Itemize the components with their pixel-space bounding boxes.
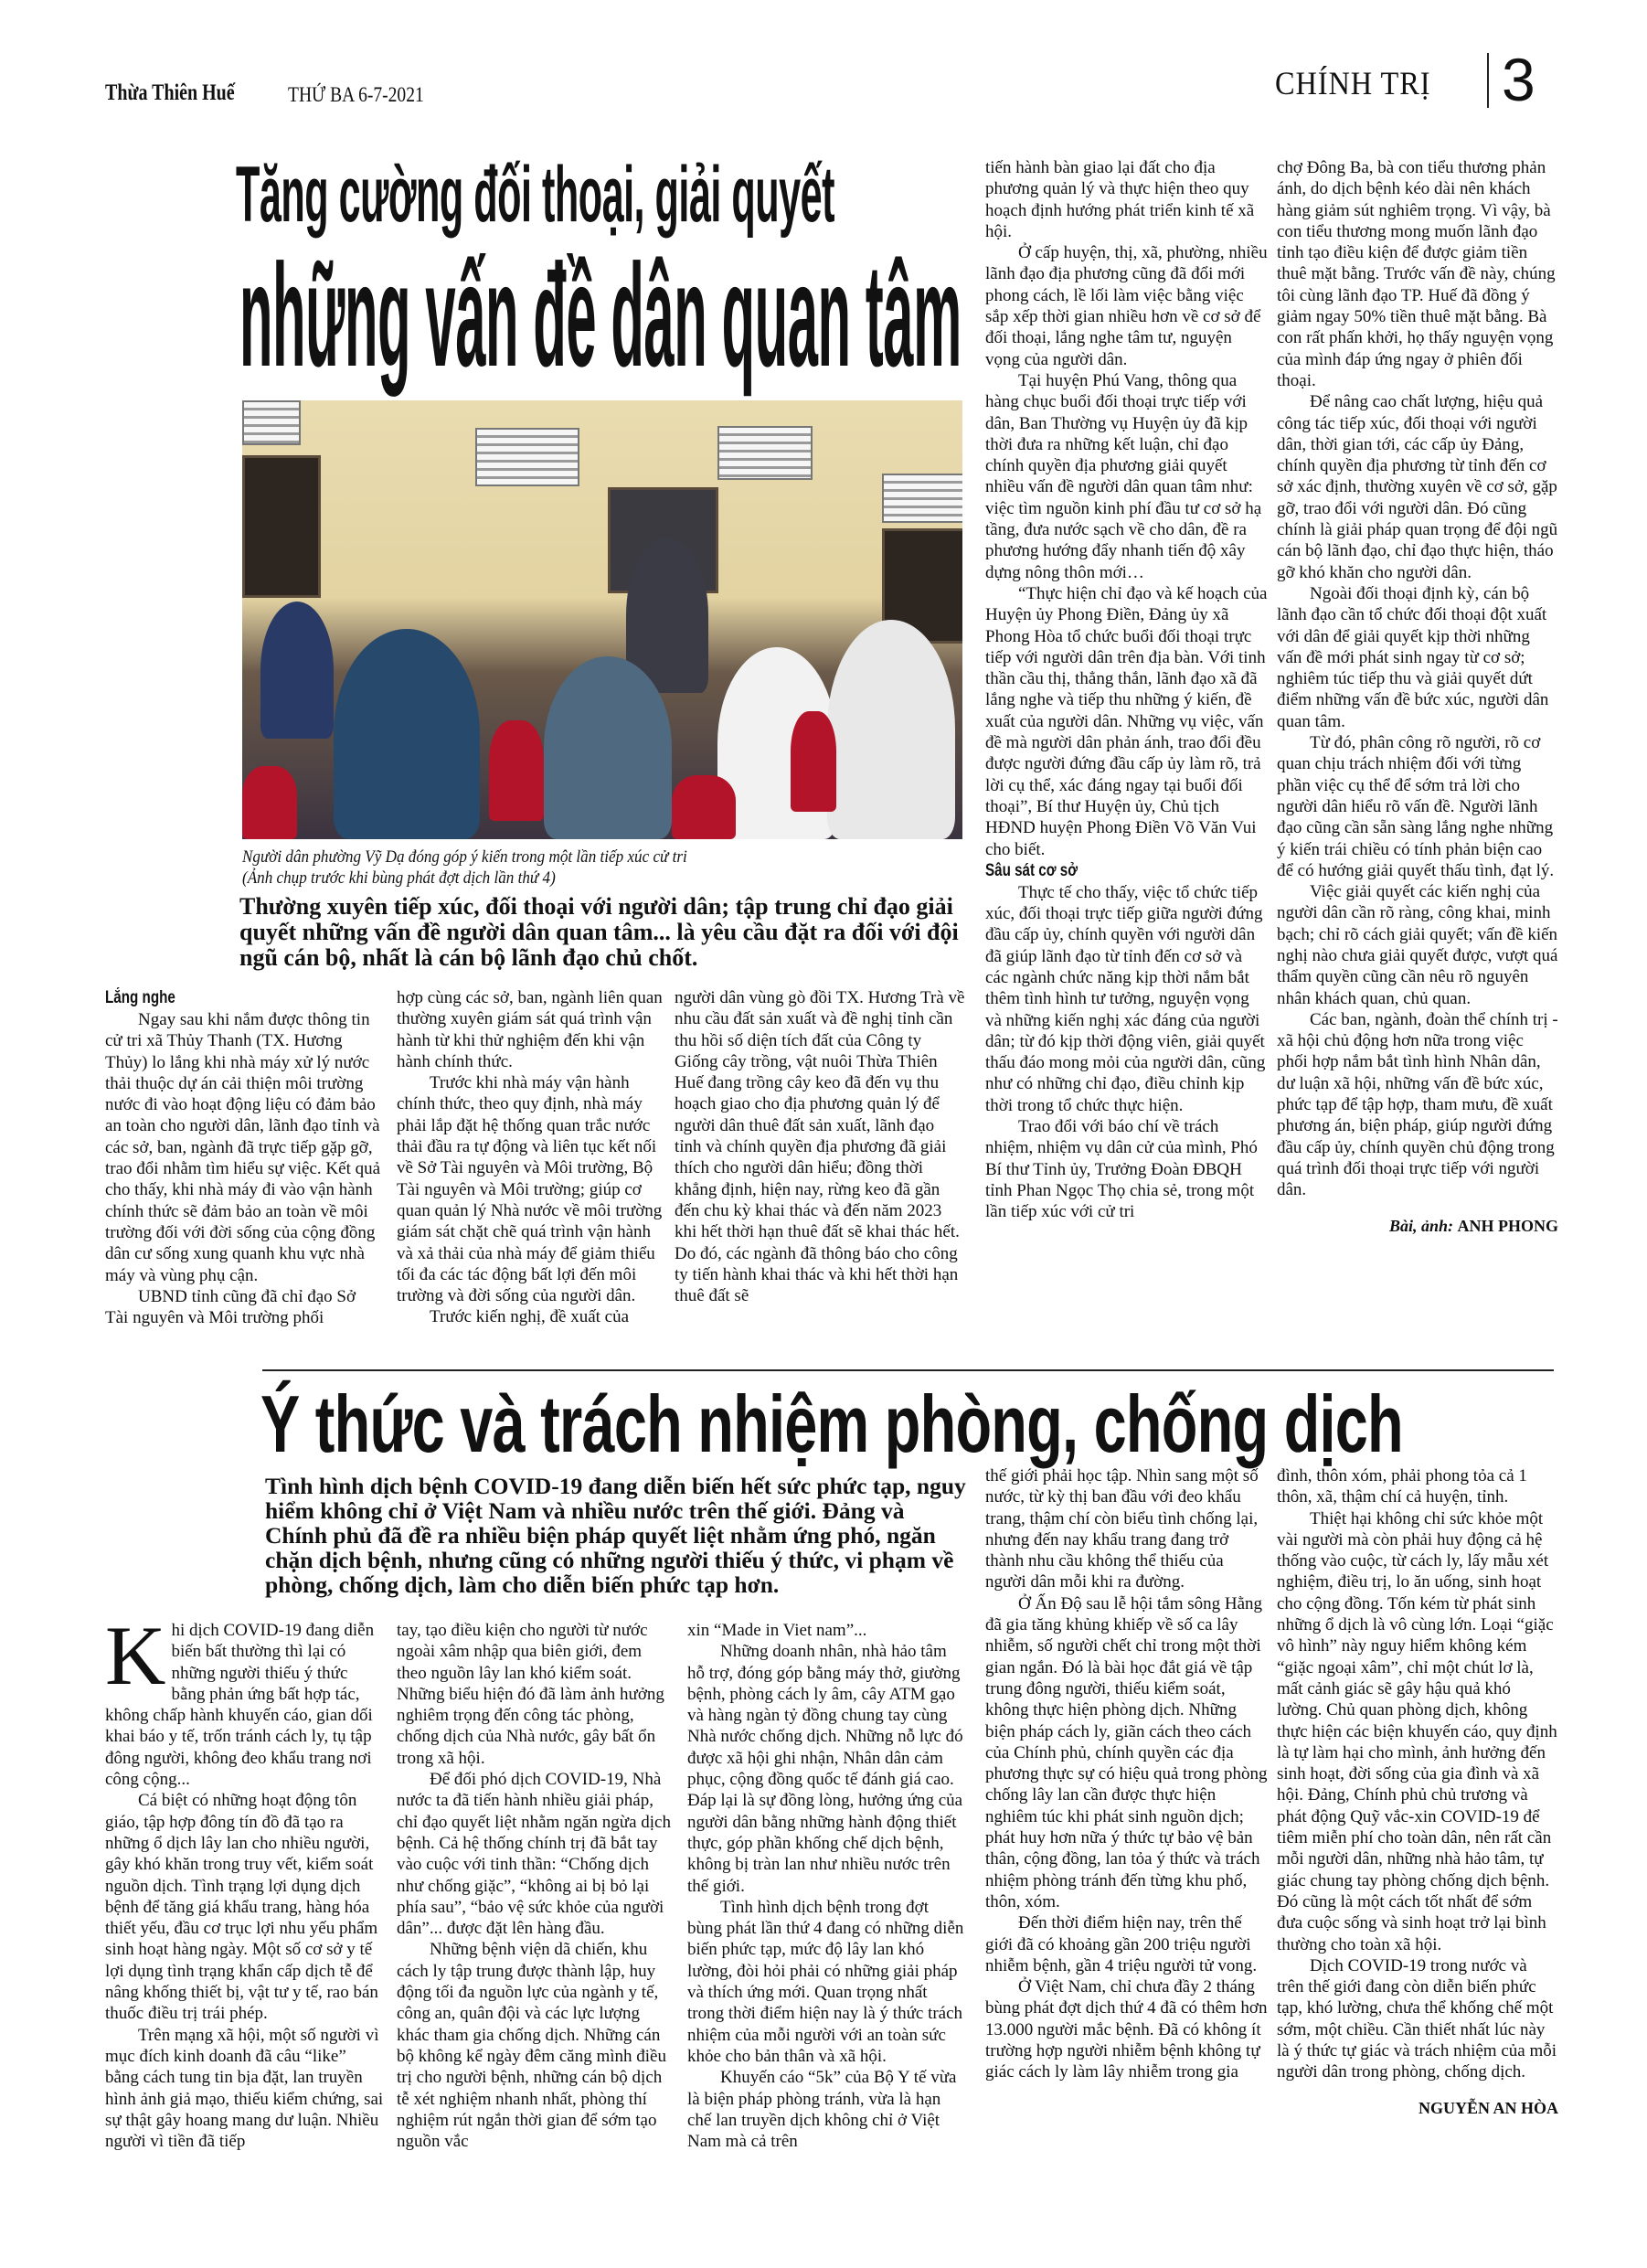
byline-label: Bài, ảnh: bbox=[1388, 1216, 1453, 1235]
article2-lede: Tình hình dịch bệnh COVID-19 đang diễn biến hết sức phức tạp, nguy hiểm không chỉ ở Việt Nam và nhiều nước trên thế giới. Đảng và Chính phủ đã đề ra nhiều biện pháp quyết liệt nhằm ứng phó, ngăn chặn dịch bệnh, nhưng cũng có những người thiếu ý thức, vi phạm về phòng, chống dịch, làm cho diễn biến phức tạp hơn. bbox=[265, 1473, 966, 1598]
paragraph: Thực tế cho thấy, việc tổ chức tiếp xúc, đối thoại trực tiếp giữa người đứng đầu cấp ủy, chính quyền với người dân đã giúp lãnh đạo từ tỉnh đến cơ sở và các ngành chức năng kịp thời nắm bắt thêm tình hình tư tưởng, nguyện vọng và những kiến nghị xác đáng của người dân; từ đó kịp thời động viên, giải quyết thấu đáo mong mỏi của người dân, cũng như có những chỉ đạo, điều chỉnh kịp thời trong tổ chức thực hiện. bbox=[985, 882, 1266, 1115]
paragraph: Khuyến cáo “5k” của Bộ Y tế vừa là biện pháp phòng tránh, vừa là hạn chế lan truyền dịch không chỉ ở Việt Nam mà cả trên bbox=[687, 2068, 957, 2152]
paragraph: Những doanh nhân, nhà hảo tâm hỗ trợ, đóng góp bằng máy thở, giường bệnh, phòng cách ly âm, cây ATM gạo và hàng ngàn tỷ đồng chung tay cùng Nhà nước chống dịch. Những nỗ lực đó được xã hội ghi nhận, Nhân dân cảm phục, cộng đồng quốc tế đánh giá cao. Đáp lại là sự đồng lòng, hưởng ứng của người dân bằng những hành động thiết thực, góp phần khống chế dịch bệnh, không bị tràn lan như nhiều nước trên thế giới. bbox=[687, 1642, 963, 1896]
paragraph: Để nâng cao chất lượng, hiệu quả công tác tiếp xúc, đối thoại với người dân, thời gian tới, các cấp ủy Đảng, chính quyền địa phương từ tỉnh đến cơ sở xác định, thường xuyên về cơ sở, gặp gỡ, trao đổi với người dân. Đó cũng chính là giải pháp quan trọng để đội ngũ cán bộ lãnh đạo, chỉ đạo thực hiện, tháo gỡ khó khăn cho người dân. bbox=[1277, 392, 1558, 582]
headline-text: Ý thức và trách nhiệm phòng, chống dịch bbox=[260, 1379, 1403, 1469]
subheading: Lắng nghe bbox=[105, 988, 175, 1007]
article1-column-2 bbox=[397, 987, 667, 1328]
article2-headline bbox=[260, 1379, 1403, 1470]
paragraph: Cá biệt có những hoạt động tôn giáo, tập hợp đông tín đồ đã tạo ra những ổ dịch lây lan cho nhiều người, gây khó khăn trong truy vết, kiểm soát nguồn dịch. Tình trạng lợi dụng dịch bệnh để tăng giá khẩu trang, hàng hóa thiết yếu, đầu cơ trục lợi nhu yếu phẩm sinh hoạt hàng ngày. Một số cơ sở y tế lợi dụng tình trạng khẩn cấp dịch tễ để nâng khống thiết bị, vật tư y tế, rao bán thuốc điều trị trái phép. bbox=[105, 1791, 378, 2024]
paragraph bbox=[105, 1609, 384, 1790]
article1-column-1 bbox=[105, 987, 382, 1328]
article2-column-3 bbox=[687, 1620, 966, 2152]
issue-date: THỨ BA 6-7-2021 bbox=[288, 83, 424, 106]
paragraph: Ngoài đối thoại định kỳ, cán bộ lãnh đạo cần tổ chức đối thoại đột xuất với dân để giải quyết kịp thời những vấn đề mới phát sinh ngay từ cơ sở; nghiêm túc tiếp thu và giải quyết dứt điểm những vấn đề bức xúc, người dân quan tâm. bbox=[1277, 583, 1549, 731]
article1-column-5 bbox=[1277, 157, 1558, 1237]
paragraph: Thiệt hại không chỉ sức khỏe một vài người mà còn phải huy động cả hệ thống vào cuộc, từ cách ly, lấy mẫu xét nghiệm, điều trị, lo ăn uống, sinh hoạt cho cộng đồng. Tốn kém từ phát sinh những ổ dịch là vô cùng lớn. Loại “giặc vô hình” này nguy hiểm không kém “giặc ngoại xâm”, chỉ một chút lơ là, mất cảnh giác sẽ gây hậu quả khó lường. Chủ quan phòng dịch, không thực hiện các biện khuyến cáo, quy định là tự làm hại cho mình, ảnh hưởng đến sinh hoạt, đời sống của gia đình và xã hội. Đảng, Chính phủ chủ trương và phát động Quỹ vắc-xin COVID-19 để tiêm miễn phí cho toàn dân, nên rất cần mỗi người dân, những nhà hảo tâm, tự giác chung tay phòng chống dịch bệnh. Đó cũng là một cách tốt nhất để sớm đưa cuộc sống và sinh hoạt trở lại bình thường cho toàn xã hội. bbox=[1277, 1508, 1557, 1954]
paragraph: Để đối phó dịch COVID-19, Nhà nước ta đã tiến hành nhiều giải pháp, chỉ đạo quyết liệt nhằm ngăn ngừa dịch bệnh. Cả hệ thống chính trị đã bắt tay vào cuộc với tinh thần: “Chống dịch như chống giặc”, “không ai bị bỏ lại phía sau”, “bảo vệ sức khỏe của người dân”... được đặt lên hàng đầu. bbox=[397, 1770, 671, 1939]
paragraph: Trước khi nhà máy vận hành chính thức, theo quy định, nhà máy phải lắp đặt hệ thống quan trắc nước thải đầu ra tự động và liên tục kết nối về Sở Tài nguyên và Môi trường, Bộ Tài nguyên và Môi trường; giúp cơ quan quản lý Nhà nước về môi trường giám sát chặt chẽ quá trình vận hành và xả thải của nhà máy để giảm thiểu tối đa các tác động bất lợi đến môi trường và đời sống của người dân. bbox=[397, 1073, 663, 1306]
paragraph: hợp cùng các sở, ban, ngành liên quan thường xuyên giám sát quá trình vận hành từ khi thử nghiệm đến khi vận hành chính thức. bbox=[397, 988, 663, 1071]
paragraph: đình, thôn xóm, phải phong tỏa cả 1 thôn, xã, thậm chí cả huyện, tỉnh. bbox=[1277, 1466, 1527, 1507]
masthead-logo: Thừa Thiên Huế bbox=[105, 80, 235, 105]
byline bbox=[1277, 2098, 1558, 2119]
subheading: Sâu sát cơ sở bbox=[985, 860, 1079, 880]
article2-column-4 bbox=[985, 1465, 1269, 2083]
headline-text: Tăng cường đối thoại, giải quyết bbox=[236, 151, 834, 239]
paragraph-text: hi dịch COVID-19 đang diễn biến bất thường thì lại có những người thiếu ý thức bằng phản ứng bất hợp tác, không chấp hành khuyến cáo, gian dối khai báo y tế, trốn tránh cách ly, tụ tập đông người, không đeo khẩu trang nơi công cộng... bbox=[105, 1621, 375, 1790]
headline-text: những vấn đề dân quan tâm bbox=[239, 233, 962, 397]
section-title: CHÍNH TRỊ bbox=[1275, 65, 1431, 101]
byline bbox=[1277, 1216, 1558, 1237]
header-divider bbox=[1487, 53, 1489, 108]
article1-headline-line1 bbox=[236, 151, 834, 239]
byline-author: ANH PHONG bbox=[1457, 1216, 1558, 1235]
paragraph: người dân vùng gò đồi TX. Hương Trà về nhu cầu đất sản xuất và đề nghị tỉnh cần thu hồi số diện tích đất của Công ty Giống cây trồng, vật nuôi Thừa Thiên Huế đang trồng cây keo đã đến vụ thu hoạch giao cho địa phương quản lý để người dân thuê đất sản xuất, lãnh đạo tỉnh và chính quyền địa phương đã giải thích cho người dân hiểu; đồng thời khẳng định, hiện nay, rừng keo đã gần đến chu kỳ khai thác và đến năm 2023 khi hết thời hạn thuê đất sẽ khai thác hết. Do đó, các ngành đã thông báo cho công ty tiến hành khai thác và khi hết thời hạn thuê đất sẽ bbox=[675, 988, 965, 1306]
paragraph: Việc giải quyết các kiến nghị của người dân cần rõ ràng, công khai, minh bạch; chỉ rõ cách giải quyết; vấn đề kiến nghị nào chưa giải quyết được, vượt quá thẩm quyền cũng cần nêu rõ nguyên nhân khách quan, chủ quan. bbox=[1277, 882, 1558, 1008]
paragraph: thế giới phải học tập. Nhìn sang một số nước, từ kỳ thị ban đầu với đeo khẩu trang, thậm chí còn biểu tình chống lại, nhưng đến nay khẩu trang đang trở thành nhu cầu không thể thiếu của người dân mỗi khi ra đường. bbox=[985, 1466, 1259, 1592]
paragraph: Trao đổi với báo chí về trách nhiệm, nhiệm vụ dân cử của mình, Phó Bí thư Tỉnh ủy, Trưởng Đoàn ĐBQH tỉnh Phan Ngọc Thọ chia sẻ, trong một lần tiếp xúc với cử tri bbox=[985, 1117, 1258, 1222]
photo-caption-line2: (Ảnh chụp trước khi bùng phát đợt dịch lần thứ 4) bbox=[242, 868, 556, 888]
paragraph: Ngay sau khi nắm được thông tin cử tri xã Thủy Thanh (TX. Hương Thủy) lo lắng khi nhà máy xử lý nước thải thuộc dự án cải thiện môi trường nước đi vào hoạt động liệu có đảm bảo an toàn cho người dân, lãnh đạo tỉnh và các sở, ban, ngành đã trực tiếp gặp gỡ, trao đổi nhằm tìm hiểu sự việc. Kết quả cho thấy, khi nhà máy đi vào vận hành chính thức sẽ đảm bảo an toàn về môi trường đối với đời sống của cộng đồng dân cư sống xung quanh khu vực nhà máy và vùng phụ cận. bbox=[105, 1010, 381, 1285]
paragraph: Các ban, ngành, đoàn thể chính trị - xã hội chủ động hơn nữa trong việc phối hợp nắm bắt tình hình Nhân dân, dư luận xã hội, những vấn đề bức xúc, phức tạp để tập hợp, tham mưu, đề xuất phương án, biện pháp, giúp người đứng đầu cấp ủy, chính quyền chủ động trong quá trình đối thoại trực tiếp với người dân. bbox=[1277, 1009, 1558, 1200]
paragraph: Đến thời điểm hiện nay, trên thế giới đã có khoảng gần 200 triệu người nhiễm bệnh, gần 4 triệu người tử vong. bbox=[985, 1913, 1258, 1975]
paragraph: tiến hành bàn giao lại đất cho địa phương quản lý và thực hiện theo quy hoạch định hướng phát triển kinh tế xã hội. bbox=[985, 158, 1255, 241]
page-number: 3 bbox=[1502, 46, 1535, 113]
drop-cap: K bbox=[105, 1609, 166, 1702]
article1-lede: Thường xuyên tiếp xúc, đối thoại với người dân; tập trung chỉ đạo giải quyết những vấn đề người dân quan tâm... là yêu cầu đặt ra đối với đội ngũ cán bộ, nhất là cán bộ lãnh đạo chủ chốt. bbox=[239, 893, 959, 971]
paragraph: Ở Ấn Độ sau lễ hội tắm sông Hằng đã gia tăng khủng khiếp về số ca lây nhiễm, số người chết chỉ trong một thời gian ngắn. Đó là bài học đắt giá về tập trung đông người, thiếu kiểm soát, không thực hiện phòng dịch. Những biện pháp cách ly, giãn cách theo cách của Chính phủ, chính quyền các địa phương thực sự có hiệu quả trong phòng chống lây lan cần được thực hiện nghiêm túc khi phát sinh nguồn dịch; phát huy hơn nữa ý thức tự bảo vệ bản thân, cộng đồng, lan tỏa ý thức và trách nhiệm phòng tránh đến từng khu phố, thôn, xóm. bbox=[985, 1593, 1268, 1911]
article1-headline-line2 bbox=[239, 233, 962, 397]
paragraph: Từ đó, phân công rõ người, rõ cơ quan chịu trách nhiệm đối với từng phần việc cụ thể để sớm trả lời cho người dân hiểu rõ vấn đề. Người lãnh đạo cũng cần sẵn sàng lắng nghe những ý kiến trái chiều có tính phản biện cao để có hướng giải quyết thấu tình, đạt lý. bbox=[1277, 733, 1555, 880]
article1-column-3 bbox=[675, 987, 965, 1306]
paragraph: Ở cấp huyện, thị, xã, phường, nhiều lãnh đạo địa phương cũng đã đổi mới phong cách, lề lối làm việc bằng việc sắp xếp thời gian nhiều hơn về cơ sở để đối thoại, lắng nghe tâm tư, nguyện vọng của người dân. bbox=[985, 243, 1268, 369]
article2-column-2 bbox=[397, 1620, 673, 2152]
paragraph: Trên mạng xã hội, một số người vì mục đích kinh doanh đã câu “like” bằng cách tung tin bịa đặt, lan truyền hình ảnh giả mạo, thiếu kiểm chứng, sai sự thật gây hoang mang dư luận. Nhiều người vì tiền đã tiếp bbox=[105, 2025, 384, 2152]
article2-column-5 bbox=[1277, 1465, 1558, 2119]
byline-author: NGUYỄN AN HÒA bbox=[1418, 2098, 1558, 2117]
paragraph: Tại huyện Phú Vang, thông qua hàng chục buổi đối thoại trực tiếp với dân, Ban Thường vụ Huyện ủy đã kịp thời đưa ra những kết luận, chỉ đạo chính quyền địa phương giải quyết nhiều vấn đề người dân quan tâm như: việc tìm nguồn kinh phí đầu tư cơ sở hạ tầng, đưa nước sạch về cho dân, đề ra phương hướng đẩy nhanh tiến độ xây dựng nông thôn mới… bbox=[985, 370, 1262, 582]
article2-column-1 bbox=[105, 1609, 384, 2152]
paragraph: Dịch COVID-19 trong nước và trên thế giới đang còn diễn biến phức tạp, khó lường, chưa thể khống chế một sớm, một chiều. Cần thiết nhất lúc này là ý thức tự giác và trách nhiệm của mỗi người dân trong phòng, chống dịch. bbox=[1277, 1955, 1557, 2082]
paragraph: Những bệnh viện dã chiến, khu cách ly tập trung được thành lập, huy động tối đa nguồn lực của ngành y tế, công an, quân đội và các lực lượng khác tham gia chống dịch. Những cán bộ không kể ngày đêm căng mình điều trị cho người bệnh, những cán bộ dịch tễ xét nghiệm nhanh nhất, phòng thí nghiệm rút ngắn thời gian để sớm tạo nguồn vắc bbox=[397, 1940, 666, 2152]
article1-photo bbox=[242, 400, 962, 839]
article-divider bbox=[262, 1369, 1554, 1371]
article1-column-4 bbox=[985, 157, 1269, 1223]
photo-caption bbox=[242, 847, 900, 889]
paragraph: Tình hình dịch bệnh trong đợt bùng phát lần thứ 4 đang có những diễn biến phức tạp, mức độ lây lan khó lường, đòi hỏi phải có những giải pháp và thích ứng mới. Quan trọng nhất trong thời điểm hiện nay là ý thức trách nhiệm của mỗi người với an toàn sức khỏe cho bản thân và xã hội. bbox=[687, 1897, 964, 2066]
paragraph: chợ Đông Ba, bà con tiểu thương phản ánh, do dịch bệnh kéo dài nên khách hàng giảm sút nghiêm trọng. Vì vậy, bà con tiểu thương mong muốn lãnh đạo tỉnh tạo điều kiện để được giảm tiền thuê mặt bằng. Trước vấn đề này, chúng tôi cùng lãnh đạo TP. Huế đã đồng ý giảm ngay 50% tiền thuê mặt bằng. Bà con rất phấn khởi, họ thấy nguyện vọng của mình đáp ứng ngay ở phiên đối thoại. bbox=[1277, 158, 1556, 390]
photo-caption-line1: Người dân phường Vỹ Dạ đóng góp ý kiến trong một lần tiếp xúc cử tri bbox=[242, 847, 687, 867]
paragraph: “Thực hiện chỉ đạo và kế hoạch của Huyện ủy Phong Điền, Đảng ủy xã Phong Hòa tổ chức buổi đối thoại trực tiếp với người dân trên địa bàn. Với tinh thần cầu thị, thẳng thắn, lãnh đạo xã đã lắng nghe và tiếp thu những ý kiến, đề xuất của người dân. Những vụ việc, vấn đề mà người dân phản ánh, trao đổi đều được người đứng đầu cấp ủy làm rõ, trả lời cụ thể, xác đáng ngay tại buổi đối thoại”, Bí thư Huyện ủy, Chủ tịch HĐND huyện Phong Điền Võ Văn Vui cho biết. bbox=[985, 583, 1268, 859]
paragraph: Trước kiến nghị, đề xuất của bbox=[430, 1307, 630, 1327]
paragraph: xin “Made in Viet nam”... bbox=[687, 1621, 867, 1640]
paragraph: tay, tạo điều kiện cho người từ nước ngoài xâm nhập qua biên giới, đem theo nguồn lây lan khó kiểm soát. Những biểu hiện đó đã làm ảnh hưởng nghiêm trọng đến công tác phòng, chống dịch của Nhà nước, gây bất ổn trong xã hội. bbox=[397, 1621, 664, 1768]
paragraph: Ở Việt Nam, chỉ chưa đầy 2 tháng bùng phát đợt dịch thứ 4 đã có thêm hơn 13.000 người mắc bệnh. Đã có không ít trường hợp người nhiễm bệnh không tự giác cách ly làm lây nhiễm trong gia bbox=[985, 1977, 1268, 2082]
paragraph: UBND tỉnh cũng đã chỉ đạo Sở Tài nguyên và Môi trường phối bbox=[105, 1286, 356, 1328]
